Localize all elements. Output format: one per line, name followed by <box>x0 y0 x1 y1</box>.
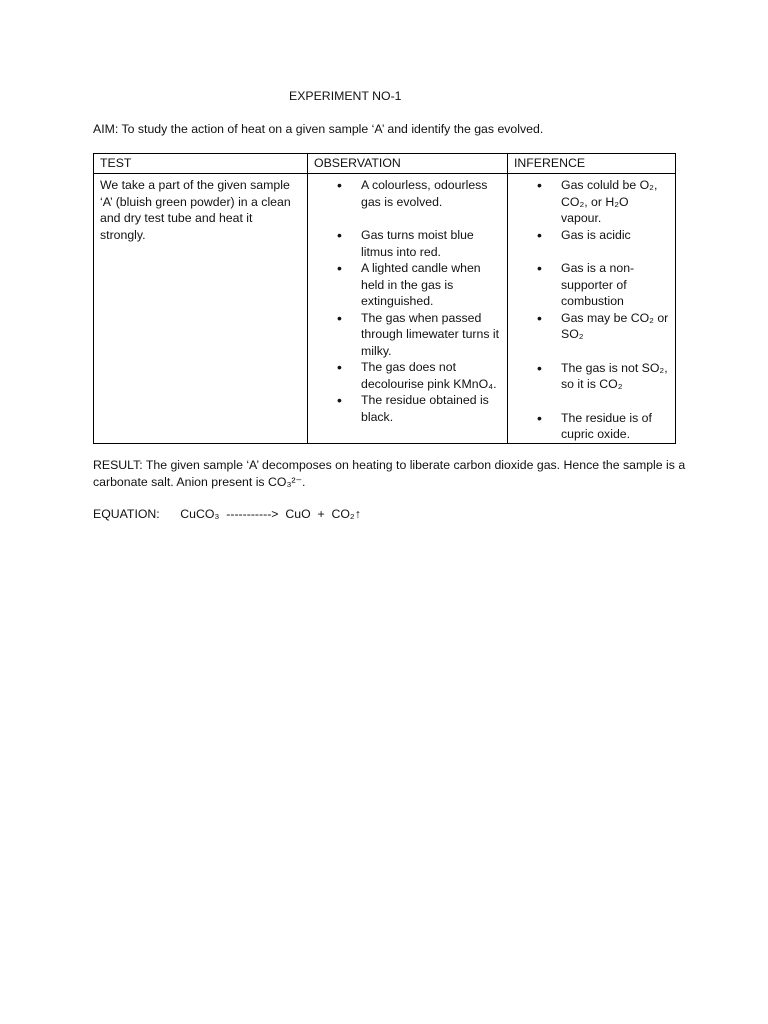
inference-list <box>514 177 669 443</box>
table-row <box>94 174 676 444</box>
list-item: • The gas does not decolourise pink KMnO₄. <box>314 359 501 392</box>
list-item: • Gas is acidic <box>514 227 669 244</box>
inference-cell <box>508 174 676 444</box>
list-item: • Gas is a non-supporter of combustion <box>514 260 669 310</box>
list-item: • A colourless, odourless gas is evolved. <box>314 177 501 210</box>
header-observation: OBSERVATION <box>308 154 508 174</box>
header-inference: INFERENCE <box>508 154 676 174</box>
list-item: • The residue is of cupric oxide. <box>514 410 669 443</box>
test-cell: We take a part of the given sample ‘A’ (bluish green powder) in a clean and dry test tube and heat it strongly. <box>94 174 308 444</box>
header-test: TEST <box>94 154 308 174</box>
experiment-table <box>93 153 676 444</box>
equation <box>93 506 361 523</box>
list-item: • Gas may be CO₂ or SO₂ <box>514 310 669 343</box>
result-text: RESULT: The given sample ‘A’ decomposes on heating to liberate carbon dioxide gas. Hence the sample is a carbonate salt. Anion present is CO₃²⁻. <box>93 458 686 489</box>
equation-arrow: -----------> <box>226 507 279 521</box>
equation-reactant: CuCO₃ <box>180 507 220 521</box>
table-header-row <box>94 154 676 174</box>
list-item: • The residue obtained is black. <box>314 392 501 425</box>
list-item: • A lighted candle when held in the gas is extinguished. <box>314 260 501 310</box>
equation-products: CuO + CO₂↑ <box>285 507 361 521</box>
observation-cell <box>308 174 508 444</box>
list-item: • Gas turns moist blue litmus into red. <box>314 227 501 260</box>
equation-label: EQUATION: <box>93 507 160 521</box>
list-item: • The gas is not SO₂, so it is CO₂ <box>514 360 669 393</box>
page-title: EXPERIMENT NO-1 <box>289 89 402 103</box>
list-item: • The gas when passed through limewater turns it milky. <box>314 310 501 360</box>
observation-list <box>314 177 501 425</box>
list-item: • Gas coluld be O₂, CO₂, or H₂O vapour. <box>514 177 669 227</box>
aim-text: AIM: To study the action of heat on a given sample ‘A’ and identify the gas evolved. <box>93 122 544 136</box>
